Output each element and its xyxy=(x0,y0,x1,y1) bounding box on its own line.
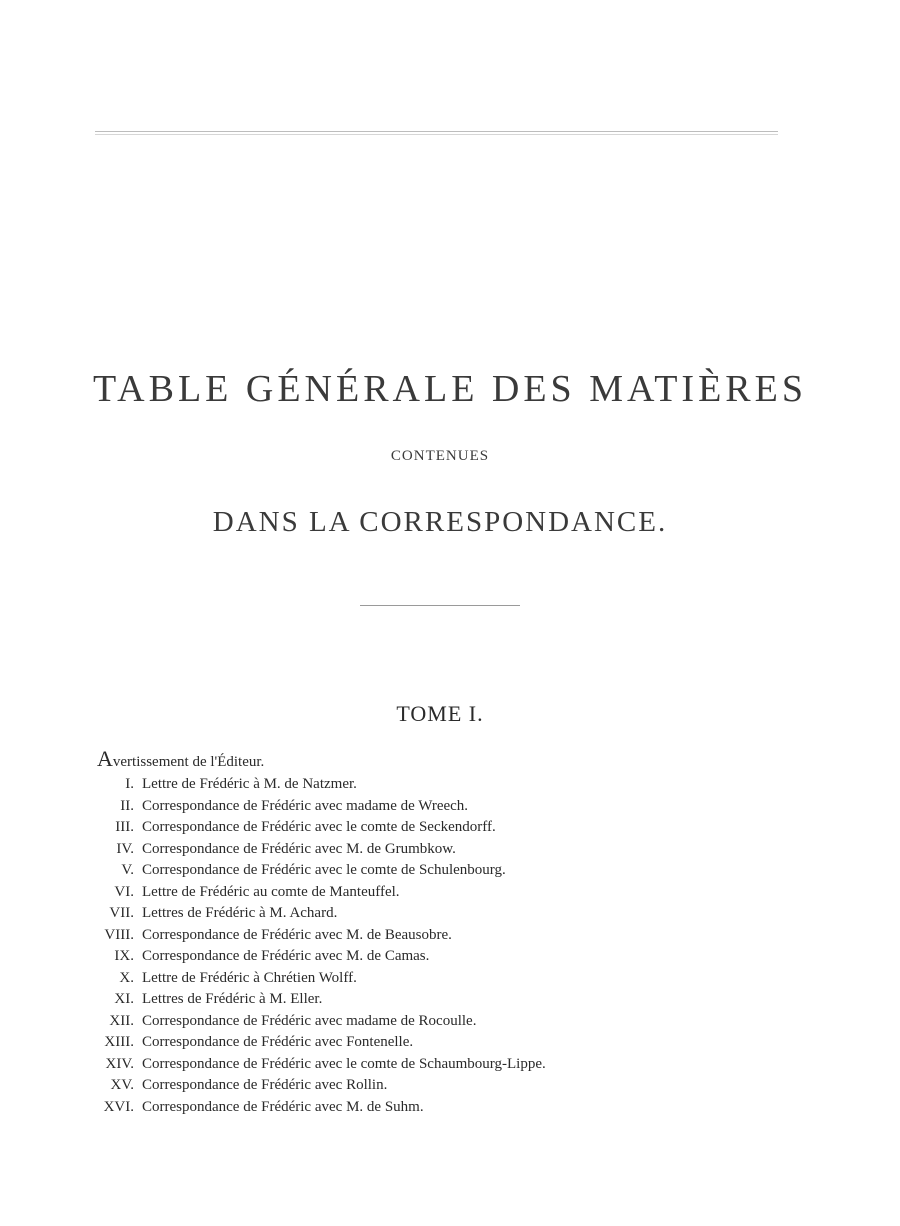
toc-entry-text: Correspondance de Frédéric avec M. de Beausobre. xyxy=(142,926,452,943)
toc-entry xyxy=(90,1011,790,1033)
toc-entry-text: Lettre de Frédéric à Chrétien Wolff. xyxy=(142,969,357,986)
toc-entry xyxy=(90,796,790,818)
toc-entry-text: Correspondance de Frédéric avec madame de Wreech. xyxy=(142,797,469,814)
tome-heading: TOME I. xyxy=(396,701,484,726)
toc-entry xyxy=(90,1054,790,1076)
toc-entry xyxy=(90,1097,790,1119)
toc-entry-text: Correspondance de Frédéric avec M. de Camas. xyxy=(142,948,430,965)
toc-entry xyxy=(90,882,790,904)
toc-entry-number: XV. xyxy=(110,1077,134,1094)
toc-entry-number: III. xyxy=(115,819,134,836)
toc-entry xyxy=(90,968,790,990)
toc-entry xyxy=(90,839,790,861)
toc-list xyxy=(90,774,790,1118)
toc-entry-number: IV. xyxy=(116,840,134,857)
toc-entry-text: Lettre de Frédéric à M. de Natzmer. xyxy=(142,776,357,793)
page-title: TABLE GÉNÉRALE DES MATIÈRES xyxy=(93,368,807,410)
intro-initial: A xyxy=(97,746,113,771)
toc-entry xyxy=(90,1075,790,1097)
subtitle-correspondance: DANS LA CORRESPONDANCE. xyxy=(212,506,668,538)
toc-entry-number: VII. xyxy=(109,905,134,922)
toc-entry xyxy=(90,903,790,925)
toc-entry-text: Correspondance de Frédéric avec Fontenelle. xyxy=(142,1034,414,1051)
toc-entry xyxy=(90,989,790,1011)
toc-entry-number: II. xyxy=(120,797,134,814)
toc-entry xyxy=(90,946,790,968)
toc-entry-text: Lettres de Frédéric à M. Eller. xyxy=(142,991,323,1008)
toc-entry-text: Correspondance de Frédéric avec le comte de Seckendorff. xyxy=(142,819,496,836)
toc-entry-number: XII. xyxy=(109,1012,134,1029)
toc-entry xyxy=(90,774,790,796)
toc-entry-number: XVI. xyxy=(103,1098,134,1115)
toc-entry-number: X. xyxy=(119,969,134,986)
toc-entry xyxy=(90,860,790,882)
toc-entry xyxy=(90,925,790,947)
toc-entry-number: XI. xyxy=(114,991,134,1008)
toc-entry-text: Lettres de Frédéric à M. Achard. xyxy=(142,905,338,922)
toc-entry-text: Correspondance de Frédéric avec M. de Grumbkow. xyxy=(142,840,456,857)
intro-text: vertissement de l'Éditeur. xyxy=(112,754,265,770)
top-rule xyxy=(95,131,778,132)
toc-entry-text: Correspondance de Frédéric avec M. de Suhm. xyxy=(142,1098,424,1115)
toc-entry-number: IX. xyxy=(114,948,134,965)
toc-entry-number: VI. xyxy=(114,883,134,900)
toc-entry-number: V. xyxy=(121,862,134,879)
subtitle-contenues: CONTENUES xyxy=(390,448,490,464)
toc-entry-text: Lettre de Frédéric au comte de Manteuffel. xyxy=(142,883,400,900)
divider-rule xyxy=(360,605,520,606)
toc-entry xyxy=(90,1032,790,1054)
top-rule-secondary xyxy=(95,134,778,135)
toc-entry xyxy=(90,817,790,839)
toc-entry-number: XIV. xyxy=(105,1055,134,1072)
toc-entry-number: I. xyxy=(125,776,134,793)
toc-entry-number: XIII. xyxy=(104,1034,134,1051)
toc-entry-text: Correspondance de Frédéric avec le comte de Schulenbourg. xyxy=(142,862,506,879)
toc-entry-text: Correspondance de Frédéric avec Rollin. xyxy=(142,1077,388,1094)
toc-entry-text: Correspondance de Frédéric avec madame de Rocoulle. xyxy=(142,1012,477,1029)
intro-line xyxy=(97,748,264,773)
toc-entry-number: VIII. xyxy=(104,926,134,943)
toc-entry-text: Correspondance de Frédéric avec le comte de Schaumbourg-Lippe. xyxy=(142,1055,546,1072)
